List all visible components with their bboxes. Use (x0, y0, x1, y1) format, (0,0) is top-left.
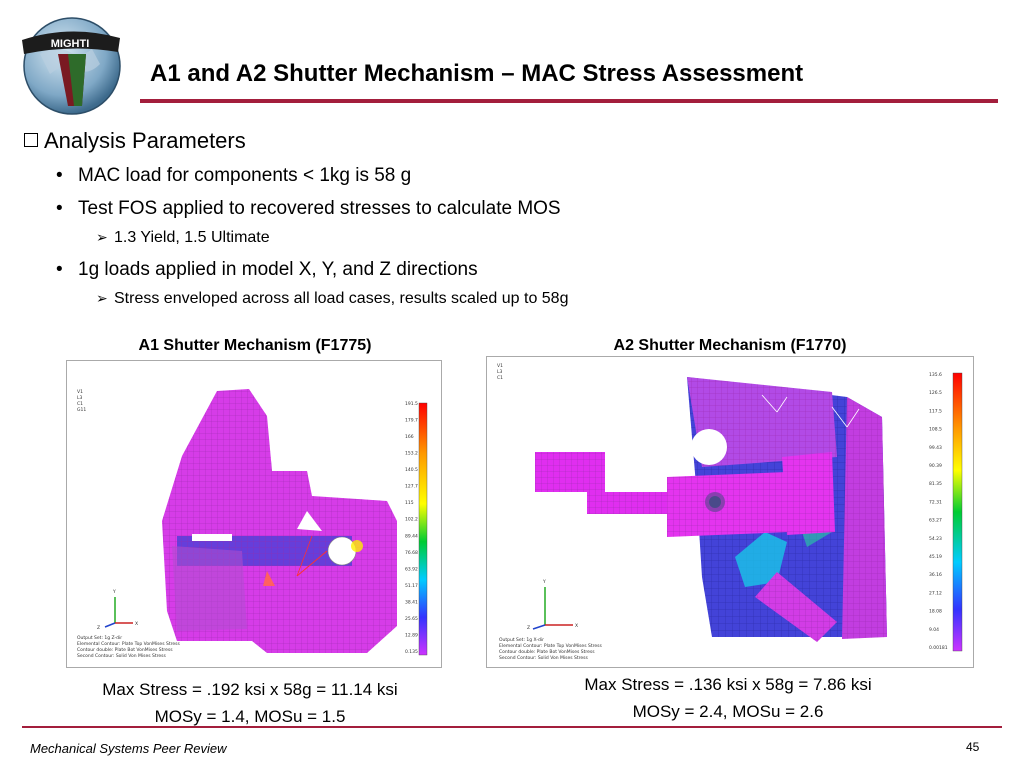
svg-text:Second Contour: Solid Von Mise: Second Contour: Solid Von Mises Stress (77, 654, 166, 659)
a2-legend-labels (929, 372, 948, 651)
page-number: 45 (966, 740, 980, 754)
legend-label: 54.23 (929, 536, 942, 542)
svg-text:Second Contour: Solid Von Mise: Second Contour: Solid Von Mises Stress (499, 656, 588, 661)
legend-label: 0.00181 (929, 646, 948, 651)
footer-text: Mechanical Systems Peer Review (30, 741, 227, 756)
legend-label: 81.35 (929, 482, 942, 488)
a1-legend-bar (419, 403, 427, 655)
arrow-bullet-icon: ➢ (96, 290, 108, 306)
legend-label: 76.68 (405, 550, 418, 556)
a1-fem-panel (66, 360, 442, 668)
svg-text:L3: L3 (497, 370, 503, 375)
legend-label: 179.7 (405, 418, 418, 424)
legend-label: 153.2 (405, 451, 418, 457)
bullet-item: • Test FOS applied to recovered stresses to calculate MOS (56, 198, 561, 219)
mighti-logo (20, 14, 122, 116)
a2-axis-triad (527, 579, 578, 631)
legend-label: 0.135 (405, 650, 418, 655)
a1-legend-labels (405, 401, 418, 655)
sub-bullet-item: ➢ Stress enveloped across all load cases, results scaled up to 58g (96, 290, 569, 307)
legend-label: 126.5 (929, 391, 942, 397)
legend-label: 12.89 (405, 633, 418, 639)
legend-label: 9.04 (929, 627, 940, 633)
legend-label: 127.7 (405, 484, 418, 490)
svg-text:Y: Y (113, 590, 116, 595)
svg-text:V1: V1 (77, 390, 83, 395)
footer-divider (22, 726, 1002, 728)
a2-info-text (499, 637, 602, 661)
svg-text:Output Set: 1g X-dir: Output Set: 1g X-dir (499, 638, 544, 643)
svg-text:Z: Z (97, 626, 101, 631)
sub-bullet-item: ➢ 1.3 Yield, 1.5 Ultimate (96, 229, 270, 246)
svg-text:Z: Z (527, 626, 531, 631)
svg-text:C1: C1 (77, 402, 84, 407)
legend-label: 117.5 (929, 409, 942, 415)
slide-title: A1 and A2 Shutter Mechanism – MAC Stress Assessment (150, 60, 804, 87)
legend-label: 140.5 (405, 468, 418, 474)
legend-label: 108.5 (929, 427, 942, 433)
a2-max-stress: Max Stress = .136 ksi x 58g = 7.86 ksi (584, 675, 872, 694)
a2-caption: A2 Shutter Mechanism (F1770) (613, 337, 847, 354)
bullet-item: • MAC load for components < 1kg is 58 g (56, 165, 412, 186)
a1-mos: MOSy = 1.4, MOSu = 1.5 (154, 707, 346, 726)
legend-label: 89.44 (405, 534, 418, 540)
a1-mesh-part (162, 389, 397, 653)
legend-label: 115 (405, 501, 414, 507)
arrow-bullet-icon: ➢ (96, 229, 108, 245)
svg-text:V1: V1 (497, 364, 503, 369)
legend-label: 27.12 (929, 591, 942, 597)
svg-text:Y: Y (543, 580, 546, 585)
svg-text:C1: C1 (497, 376, 504, 381)
title-divider (140, 99, 998, 103)
svg-text:L3: L3 (77, 396, 83, 401)
svg-text:Contour double: Plate Bot VonM: Contour double: Plate Bot VonMises Stress (499, 650, 595, 655)
svg-text:Contour double: Plate Bot VonM: Contour double: Plate Bot VonMises Stress (77, 648, 173, 653)
legend-label: 25.65 (405, 616, 418, 622)
logo-text: MIGHTI (50, 38, 90, 50)
a2-mos: MOSy = 2.4, MOSu = 2.6 (632, 702, 824, 721)
a2-fem-panel (486, 356, 974, 668)
legend-label: 90.39 (929, 464, 942, 469)
legend-label: 72.31 (929, 500, 942, 506)
a1-info-text (77, 635, 180, 659)
legend-label: 191.5 (405, 402, 418, 407)
legend-label: 135.6 (929, 373, 942, 378)
a1-axis-triad (97, 589, 138, 631)
legend-label: 36.16 (929, 573, 942, 579)
legend-label: 45.19 (929, 555, 942, 560)
legend-label: 63.92 (405, 567, 418, 573)
a1-max-stress: Max Stress = .192 ksi x 58g = 11.14 ksi (102, 680, 398, 699)
svg-text:X: X (135, 622, 139, 627)
legend-label: 38.41 (405, 600, 418, 606)
legend-label: 18.08 (929, 609, 942, 615)
svg-text:Output Set: 1g Z-dir: Output Set: 1g Z-dir (77, 636, 123, 641)
svg-text:Elemental Contour: Plate Top V: Elemental Contour: Plate Top VonMises Stress (499, 644, 602, 649)
legend-label: 166 (405, 435, 414, 441)
a2-mesh-part (535, 377, 887, 642)
svg-text:X: X (575, 624, 579, 629)
svg-text:Elemental Contour: Plate Top V: Elemental Contour: Plate Top VonMises Stress (77, 642, 180, 647)
bullet-item: • 1g loads applied in model X, Y, and Z directions (56, 259, 478, 280)
legend-label: 63.27 (929, 518, 942, 524)
legend-label: 51.17 (405, 583, 418, 589)
a1-caption: A1 Shutter Mechanism (F1775) (138, 337, 372, 354)
section-heading: Analysis Parameters (24, 128, 246, 154)
a2-legend-bar (953, 373, 962, 651)
svg-text:G11: G11 (77, 408, 87, 413)
legend-label: 99.43 (929, 445, 942, 451)
checkbox-bullet-icon (24, 133, 38, 147)
legend-label: 102.2 (405, 517, 418, 523)
